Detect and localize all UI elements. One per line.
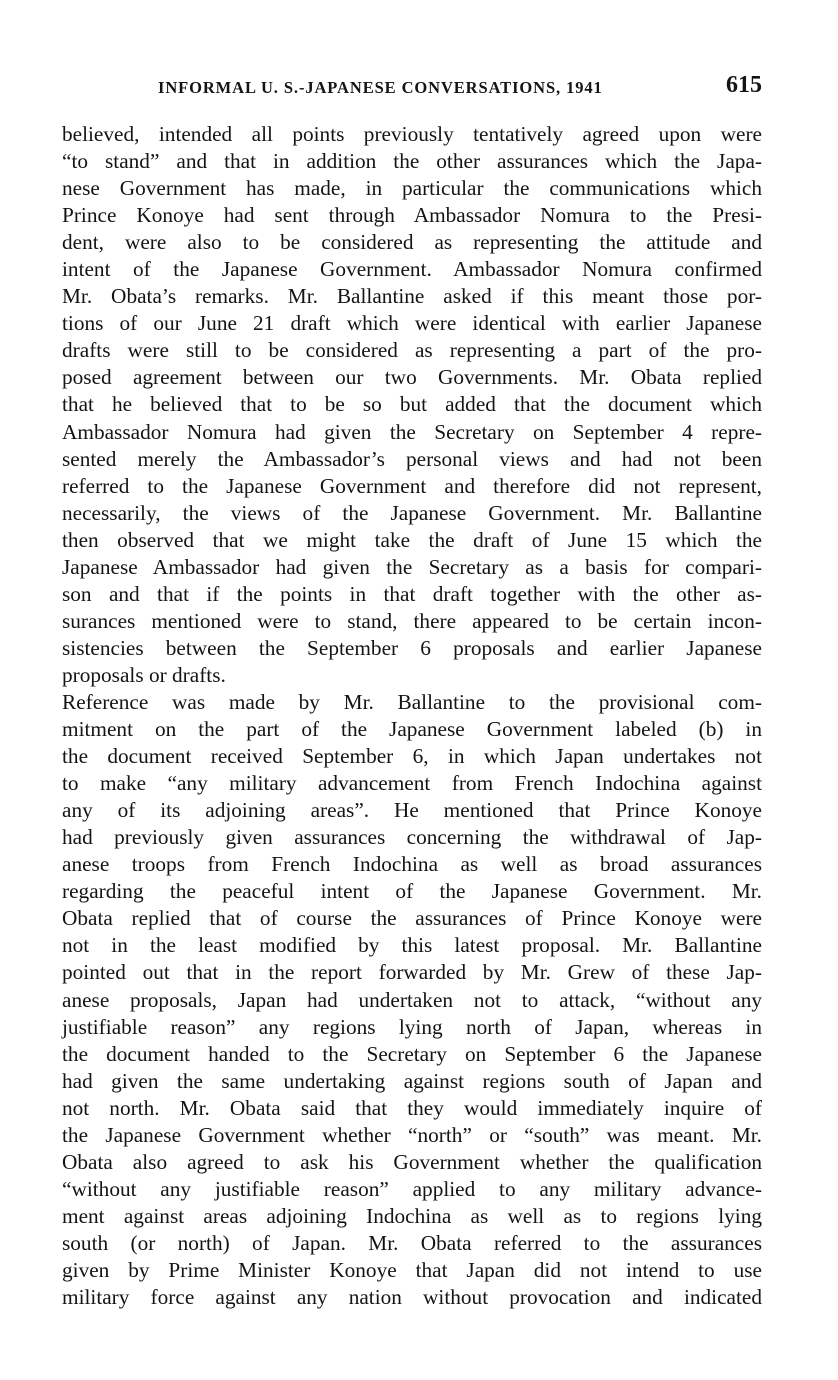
text-line: military force against any nation without provocation and indicated xyxy=(62,1285,762,1310)
paragraph-1 xyxy=(62,121,762,689)
text-line: south (or north) of Japan. Mr. Obata referred to the assurances xyxy=(62,1230,762,1255)
text-line: to make “any military advancement from French Indochina against xyxy=(62,771,762,796)
text-line: posed agreement between our two Governments. Mr. Obata replied xyxy=(62,365,762,390)
text-line: surances mentioned were to stand, there appeared to be certain incon- xyxy=(62,608,762,633)
page-number: 615 xyxy=(726,72,762,98)
text-line: Obata also agreed to ask his Government whether the qualification xyxy=(62,1149,762,1174)
text-line: not in the least modified by this latest proposal. Mr. Ballantine xyxy=(62,933,762,958)
text-line: “without any justifiable reason” applied to any military advance- xyxy=(62,1176,762,1201)
text-line: necessarily, the views of the Japanese Government. Mr. Ballantine xyxy=(62,500,762,525)
body-text xyxy=(62,121,762,1311)
text-line: Japanese Ambassador had given the Secretary as a basis for compari- xyxy=(62,554,762,579)
text-line: then observed that we might take the draft of June 15 which the xyxy=(62,527,762,552)
text-line: nese Government has made, in particular the communications which xyxy=(62,176,762,201)
text-line: “to stand” and that in addition the other assurances which the Japa- xyxy=(62,149,762,174)
text-line: the document received September 6, in which Japan undertakes not xyxy=(62,744,762,769)
text-line: Obata replied that of course the assurances of Prince Konoye were xyxy=(62,906,762,931)
text-line: believed, intended all points previously tentatively agreed upon were xyxy=(62,122,762,146)
text-line: anese troops from French Indochina as well as broad assurances xyxy=(62,852,762,877)
text-line: son and that if the points in that draft together with the other as- xyxy=(62,581,762,606)
text-line: that he believed that to be so but added that the document which xyxy=(62,392,762,417)
paragraph-2 xyxy=(62,689,762,1311)
text-line: tions of our June 21 draft which were identical with earlier Japanese xyxy=(62,311,762,336)
page-header xyxy=(62,72,762,108)
text-line: the document handed to the Secretary on September 6 the Japanese xyxy=(62,1041,762,1066)
text-line: any of its adjoining areas”. He mentioned that Prince Konoye xyxy=(62,798,762,823)
text-line: Mr. Obata’s remarks. Mr. Ballantine asked if this meant those por- xyxy=(62,284,762,309)
text-line: justifiable reason” any regions lying north of Japan, whereas in xyxy=(62,1014,762,1039)
text-line: Prince Konoye had sent through Ambassador Nomura to the Presi- xyxy=(62,203,762,228)
text-line: anese proposals, Japan had undertaken not to attack, “without any xyxy=(62,987,762,1012)
text-line: proposals or drafts. xyxy=(62,662,226,687)
text-line: intent of the Japanese Government. Ambassador Nomura confirmed xyxy=(62,257,762,282)
text-line: sistencies between the September 6 proposals and earlier Japanese xyxy=(62,635,762,660)
running-head: INFORMAL U. S.-JAPANESE CONVERSATIONS, 1941 xyxy=(158,78,603,97)
text-line: sented merely the Ambassador’s personal views and had not been xyxy=(62,446,762,471)
text-line: referred to the Japanese Government and therefore did not represent, xyxy=(62,473,762,498)
text-line: had given the same undertaking against regions south of Japan and xyxy=(62,1068,762,1093)
text-line: regarding the peaceful intent of the Japanese Government. Mr. xyxy=(62,879,762,904)
text-line: dent, were also to be considered as representing the attitude and xyxy=(62,230,762,255)
text-line: not north. Mr. Obata said that they would immediately inquire of xyxy=(62,1095,762,1120)
text-line: mitment on the part of the Japanese Government labeled (b) in xyxy=(62,717,762,742)
text-line: drafts were still to be considered as representing a part of the pro- xyxy=(62,338,762,363)
text-line: given by Prime Minister Konoye that Japan did not intend to use xyxy=(62,1257,762,1282)
text-line: had previously given assurances concerning the withdrawal of Jap- xyxy=(62,825,762,850)
text-line: Ambassador Nomura had given the Secretary on September 4 repre- xyxy=(62,419,762,444)
text-line: ment against areas adjoining Indochina as well as to regions lying xyxy=(62,1203,762,1228)
text-line: pointed out that in the report forwarded by Mr. Grew of these Jap- xyxy=(62,960,762,985)
text-line: the Japanese Government whether “north” or “south” was meant. Mr. xyxy=(62,1122,762,1147)
text-line: Reference was made by Mr. Ballantine to the provisional com- xyxy=(62,689,762,714)
